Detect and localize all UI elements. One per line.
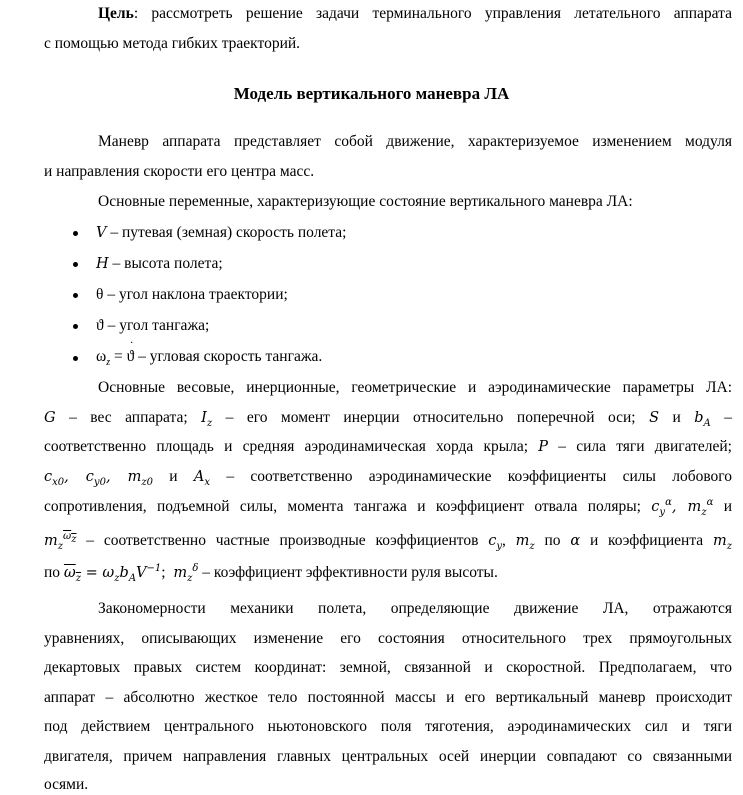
var-text: – высота полета; xyxy=(108,255,223,272)
bullet-icon xyxy=(73,356,78,361)
goal-label: Цель xyxy=(98,5,134,22)
goal-line xyxy=(98,6,732,22)
var-text: – путевая (земная) скорость полета; xyxy=(106,224,347,241)
para2-line-3: декартовых правых систем координат: земной, связанной и скоростной. Предполагаем, что xyxy=(44,659,732,676)
params-line-4: $c_{x0}$, $c_{y0}$, $m_{z0}$ и $A_x$ – соответственно аэродинамические коэффициенты силы лобового xyxy=(44,468,733,488)
para2-line-7: осями. xyxy=(44,776,89,793)
var-symbol: H xyxy=(96,256,109,272)
list-item xyxy=(96,225,346,241)
var-symbol: V xyxy=(96,225,107,241)
para1-line-2: и направления скорости его центра масс. xyxy=(44,163,315,180)
params-line-7: по $\omega_z = \omega_zb_AV^{-1}$; $m_z^\delta$ – коэффициент эффективности руля высоты. xyxy=(44,563,498,584)
variables-intro: Основные переменные, характеризующие состояние вертикального маневра ЛА: xyxy=(98,193,633,210)
var-symbol: ϑ xyxy=(96,317,104,334)
params-line-6: $m_z^{\omega_z}$ – соответственно частные производные коэффициентов $c_y$, $m_z$ по α и коэффициента $m_z$ xyxy=(44,531,733,552)
goal-line-2: с помощью метода гибких траекторий. xyxy=(44,35,301,52)
para2-line-1: Закономерности механики полета, определяющие движение ЛА, отражаются xyxy=(98,600,732,617)
list-item xyxy=(96,287,288,303)
para2-line-5: под действием центрального ньютоновского поля тяготения, аэродинамических сил и тяги xyxy=(44,718,732,735)
para2-line-4: аппарат – абсолютно жесткое тело постоянной массы и его вертикальный маневр происходит xyxy=(44,689,732,706)
bullet-icon xyxy=(73,262,78,267)
var-text: – угол тангажа; xyxy=(103,317,210,334)
var-symbol: ω xyxy=(96,348,107,365)
para2-line-2: уравнениях, описывающих изменение его состояния относительного трех прямоугольных xyxy=(44,630,732,647)
bullet-icon xyxy=(73,293,78,298)
list-item: $\omega_z = ϑ$ · – угловая скорость тангажа. xyxy=(96,335,323,369)
bullet-icon xyxy=(73,324,78,329)
list-item xyxy=(96,318,209,334)
para1-line-1: Маневр аппарата представляет собой движение, характеризуемое изменением модуля xyxy=(98,133,732,150)
var-text: – угловая скорость тангажа. xyxy=(134,348,323,365)
para2-line-6: двигателя, причем направления главных центральных осей инерции совпадают со связанными xyxy=(44,748,732,765)
list-item xyxy=(96,256,223,272)
section-heading: Модель вертикального маневра ЛА xyxy=(233,84,510,103)
goal-text: : рассмотреть решение задачи терминального управления летательного аппарата xyxy=(133,5,732,22)
params-line-2: G – вес аппарата; $I_z$ – его момент инерции относительно поперечной оси; S и $b_A$ – xyxy=(44,409,733,429)
params-line-5: сопротивления, подъемной силы, момента тангажа и коэффициент отвала поляры; $c_y^\alpha$, $m_z^\alpha$ и xyxy=(44,497,733,518)
params-line-1: Основные весовые, инерционные, геометрические и аэродинамические параметры ЛА: xyxy=(98,379,732,396)
var-text: – угол наклона траектории; xyxy=(103,286,288,303)
var-symbol: θ xyxy=(96,286,104,303)
params-line-3: соответственно площадь и средняя аэродинамическая хорда крыла; P – сила тяги двигателей; xyxy=(44,438,732,455)
bullet-icon xyxy=(73,231,78,236)
